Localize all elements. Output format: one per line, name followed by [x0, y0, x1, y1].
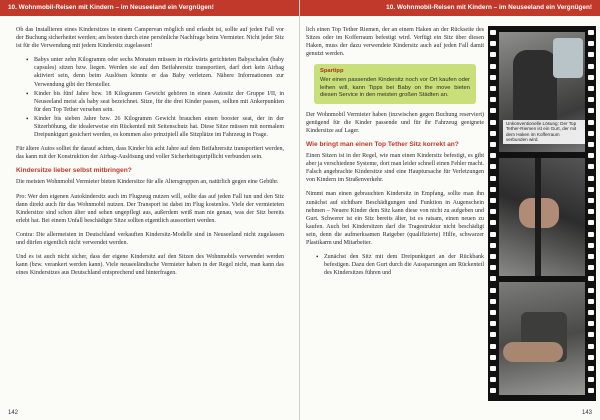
paragraph: Pro: Wer den eigenen Autokindersitz auch im Flugzeug nutzen will, sollte das auf jeden Fall tun und den Sitz dann direkt auch für das Wohnmobil nutzen. Der Transport ist dabei im Flug kostenlos. Viele der vermieteten Kindersitze sind schon älter und sehen ungepflegt aus, außerdem weiß man nie genau, was der Sitz bereits erlebt hat. Bei einem Unfall beschädigte Sitze sollten eigentlich aussortiert werden.: [16, 193, 284, 224]
list-item: • Kinder bis sieben Jahre bzw. 26 Kilogramm Gewicht brauchen einen booster seat, der in der Sitzerhöhung, die idealerweise ein Rückenteil mit Seitenschutz hat. Diese Sitze müssen mit normalem Dreipunktgurt gesichert werden, es kommen also prinzipiell alle Sitzplätze im Fahrzeug in Frage.: [26, 115, 284, 139]
film-hole: [490, 209, 496, 214]
section-heading: Kindersitze lieber selbst mitbringen?: [16, 167, 132, 175]
tether-strap-photo: [499, 158, 585, 276]
photo-filmstrip: [488, 26, 596, 401]
film-hole: [490, 120, 496, 125]
right-page: [300, 0, 600, 420]
film-hole: [490, 153, 496, 158]
film-hole: [588, 310, 594, 315]
film-hole: [588, 243, 594, 248]
film-hole: [490, 75, 496, 80]
film-hole: [490, 30, 496, 35]
film-hole: [490, 332, 496, 337]
seat-shape: [513, 50, 557, 128]
film-hole: [490, 108, 496, 113]
film-hole: [490, 310, 496, 315]
list-item: • Zunächst den Sitz mit dem Dreipunktgurt an der Rückbank befestigen. Dazu den Gurt durch die Aussparungen am Rückenteil des Kindersitzes führen und: [316, 253, 484, 277]
film-hole: [588, 142, 594, 147]
film-hole: [588, 198, 594, 203]
film-hole: [490, 243, 496, 248]
film-hole: [490, 366, 496, 371]
film-hole: [588, 377, 594, 382]
film-hole: [490, 41, 496, 46]
film-hole: [588, 209, 594, 214]
film-hole: [490, 64, 496, 69]
film-hole: [588, 276, 594, 281]
paragraph: Und es ist auch nicht sicher, dass der eigene Kindersitz auf den Sitzen des Wohnmobils verwendet werden kann (bzw. verankert werden kann). Viele neuseeländische Vermieter haben in der Regel nicht, man kann das eines Kindersitzes aus Deutschland entsprechend und hinterfragen.: [16, 254, 284, 277]
tip-text: Wer einen passenden Kindersitz noch vor Ort kaufen oder leihen will, kann Tipps bei Baby on the move bieten diesen Service in den meisten großen Städten an.: [320, 76, 470, 99]
film-hole: [490, 377, 496, 382]
film-hole: [490, 187, 496, 192]
film-hole: [588, 108, 594, 113]
film-hole: [490, 321, 496, 326]
film-hole: [588, 332, 594, 337]
section-heading: Wie bringt man einen Top Tether Sitz korrekt an?: [306, 141, 459, 149]
film-hole: [490, 164, 496, 169]
film-hole: [490, 276, 496, 281]
film-hole: [588, 97, 594, 102]
film-hole: [490, 299, 496, 304]
film-hole: [490, 344, 496, 349]
film-hole: [588, 41, 594, 46]
film-hole: [588, 299, 594, 304]
film-hole: [588, 75, 594, 80]
film-hole: [588, 366, 594, 371]
film-hole: [588, 344, 594, 349]
page-number: 142: [8, 410, 19, 416]
film-hole: [588, 321, 594, 326]
film-hole: [490, 131, 496, 136]
paragraph: Einen Sitzen ist in der Regel, wie man einen Kindersitz befestigt, es gibt aber ja verschiedene Systeme, dort man leider schnell einen Fehler macht. Falsch angebrachte Kindersitze sind eine Hauptursache für Verletzungen von Kindern im Straßenverkehr.: [306, 153, 484, 184]
instruction-list: [316, 253, 484, 277]
film-hole: [588, 187, 594, 192]
right-page-header: 10. Wohnmobil-Reisen mit Kindern – im Neuseeland ein Vergnügen!: [300, 0, 600, 16]
film-hole: [490, 142, 496, 147]
film-hole: [588, 355, 594, 360]
film-hole: [490, 254, 496, 259]
intro-paragraph: Ob das Installieren eines Kindersitzes in einem Campervan möglich und erlaubt ist, sollte auf jeden Fall vor der Buchung sicherheitet werden; am besten durch eine persönliche Nachfrage beim Vermieter. Nicht jeder Sitz ist für die Verwendung mit jedem Kindersitz zugelassen!: [16, 27, 284, 50]
film-hole: [490, 198, 496, 203]
film-hole: [588, 265, 594, 270]
film-perforation-right: [586, 26, 596, 401]
film-hole: [588, 220, 594, 225]
paragraph: Nimmt man einen gebrauchten Kindersitz in Empfang, sollte man ihn zunächst auf sichtbare Beschädigungen und Funktion in Augenschein nehmen – Neuere Kinder dem Sitz kann diese von nicht zu aufgeben und Gurt. Schwerer ist ein Sitz bereits älter, ist es ratsam, einen neuen zu kaufen. Auch bei Kindersitzen darf die Tragestruktur nicht beschädigt sein, denn die aufmerksamen Ratgeber (qualifizierte) Hilfe, schwarzer Plastikarm und Mitarbeiter.: [306, 191, 484, 246]
film-hole: [588, 164, 594, 169]
film-hole: [490, 388, 496, 393]
paragraph: Contra: Die allermeisten in Deutschland verkauften Kindersitz-Modelle sind in Neuseeland nicht zugelassen und dürfen eigentlich nicht verwendet werden.: [16, 231, 284, 246]
film-hole: [588, 288, 594, 293]
arm-shape: [503, 342, 563, 362]
film-hole: [490, 97, 496, 102]
film-hole: [588, 120, 594, 125]
tip-title: Spartipp: [320, 68, 344, 75]
right-text-column: [306, 26, 484, 283]
film-hole: [490, 232, 496, 237]
film-perforation-left: [488, 26, 498, 401]
list-item: • Kinder bis fünf Jahre bzw. 18 Kilogramm Gewicht gehören in einen Autositz der Gruppe I/II, in Neuseeland meist als baby seat bezeichnet. Sitze, für die drei Kinder passen, sollten mit Ankerpunkten für den Top Tether versehen sein.: [26, 90, 284, 114]
anchor-hook-photo: [499, 282, 585, 395]
film-hole: [588, 131, 594, 136]
paragraph: Der Wohnmobil Vermieter haben (inzwischen gegen Buchung reserviert) genügend für die Kinder passende und für ihr Fahrzeug geeignete Kindersitze auf Lager.: [306, 111, 484, 134]
film-hole: [588, 86, 594, 91]
list-item: • Babys unter zehn Kilogramm oder sechs Monaten müssen in rückwärts gerichteten Babyschalen (baby capsules) sitzen bzw. liegen. Werden sie auf den Beifahrersitz transportiert, darf dort kein Airbag aktiviert sein, denn beim Auslösen könnte er das Baby verletzen. Nähere Informationen zur Verwendung gibt der Hersteller.: [26, 56, 284, 88]
film-hole: [490, 220, 496, 225]
paragraph: lich einen Top Tether Riemen, der an einem Haken an der Rückseite des Sitzes oder im Kofferraum befestigt wird. Verfügt ein Sitz über diesen Haken, muss der dazu verwendete Kindersitz auch auf jeden Fall damit genutzt werden.: [306, 27, 484, 58]
film-hole: [588, 388, 594, 393]
page-number: 143: [581, 410, 592, 416]
left-page-header: 10. Wohnmobil-Reisen mit Kindern – im Neuseeland ein Vergnügen!: [0, 0, 299, 16]
age-group-list: [26, 56, 284, 139]
film-hole: [588, 52, 594, 57]
film-hole: [490, 86, 496, 91]
film-hole: [588, 153, 594, 158]
strap-shape: [535, 158, 541, 276]
film-hole: [588, 64, 594, 69]
paragraph: Die meisten Wohnmobil Vermieter bieten Kindersitze für alle Altersgruppen an, natürlich gegen eine Gebühr.: [16, 179, 279, 186]
tip-box: [314, 64, 476, 103]
film-hole: [588, 30, 594, 35]
film-hole: [490, 52, 496, 57]
film-hole: [588, 254, 594, 259]
car-seat-photo: [499, 32, 585, 152]
left-text-column: [16, 26, 284, 283]
film-hole: [490, 176, 496, 181]
film-hole: [588, 232, 594, 237]
film-hole: [490, 288, 496, 293]
film-hole: [490, 355, 496, 360]
window-shape: [553, 38, 583, 78]
photo-caption: Unkonventionelle Lösung: Der Top Tether-Riemen ist ein Gurt, der mit dem Haken im Kofferraum verbunden wird.: [503, 120, 585, 144]
film-hole: [588, 176, 594, 181]
paragraph: Für ältere Autos solltet ihr darauf achten, dass Kinder bis acht Jahre auf dem Beifahrersitz transportiert werden, das kann mit der Konstruktion der Airbag-Auslösung und voller Sicherheitsgurtpflicht verbunden sein.: [16, 146, 284, 161]
film-hole: [490, 265, 496, 270]
